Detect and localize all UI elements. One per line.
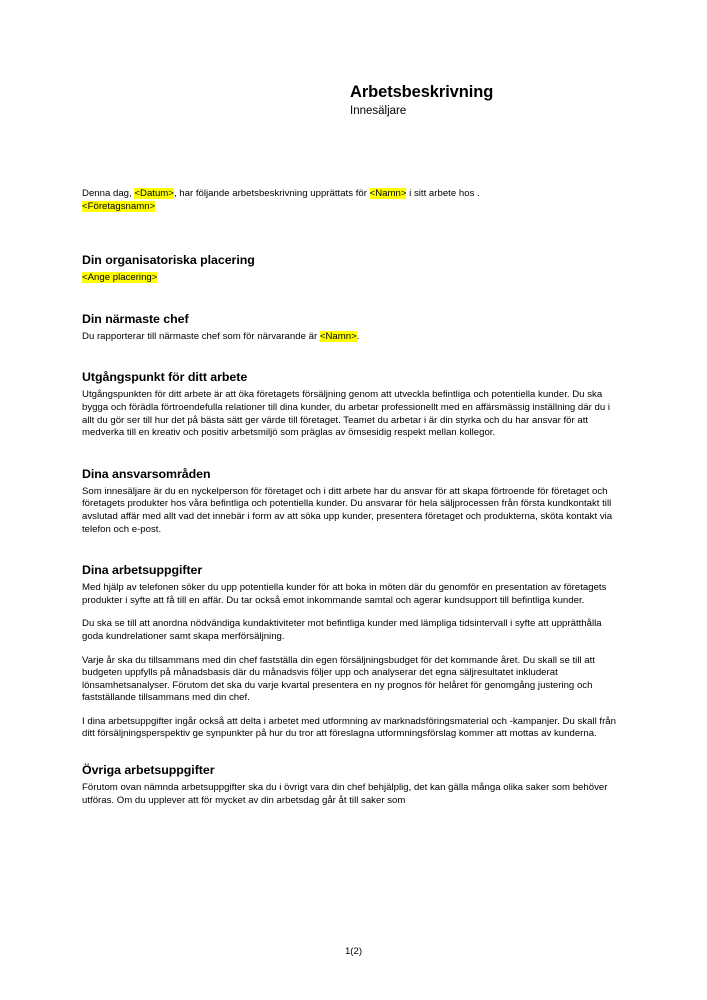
arbetsuppgifter-paragraph-3: Varje år ska du tillsammans med din chef fastställa din egen försäljningsbudget för det kommande året. Du skall se till att budgeten uppfylls på månadsbasis där du månadsvis följer upp och analyserar det egna säljresultatet inkluderat lönsamhetsanalyser. Förutom det ska du varje kvartal presentera en ny prognos för helåret för genomgång justering och fastställande tillsammans med din chef. — [82, 654, 595, 704]
intro-text-part1: Denna dag, — [82, 188, 135, 199]
section-body-utgangspunkt: Utgångspunkten för ditt arbete är att öka företagets försäljning genom att utveckla befintliga och potentiella kunder. Du ska bygga och förädla förtroendefulla relationer till dina kunder, du arbetar professionellt med en affärsmässig inställning där du i allt du gör ser till hur det på bästa sätt ger värde till företaget. Teamet du arbetar i är din styrka och du har ansvar för att medverka till en kreativ och positiv arbetsmiljö som präglas av ömsesidig respekt mellan kollegor. — [82, 389, 611, 439]
placeholder-date: <Datum> — [134, 188, 174, 199]
section-body-chef — [82, 331, 616, 344]
placeholder-chef-name: <Namn> — [319, 330, 357, 342]
spacer — [82, 213, 616, 253]
arbetsuppgifter-paragraph-1: Med hjälp av telefonen söker du upp potentiella kunder för att boka in möten där du genomför en presentation av företagets produkter i syfte att få till en affär. Du tar också emot inkommande samtal och agerar kundsupport till befintliga kunder. — [82, 582, 607, 606]
section-body-ovriga: Förutom ovan nämnda arbetsuppgifter ska du i övrigt vara din chef behjälplig, det kan gälla många olika saker som behöver utföras. Om du upplever att för mycket av din arbetsdag går åt till saker som — [82, 782, 608, 806]
section-heading-ansvarsomraden: Dina ansvarsområden — [82, 466, 211, 481]
spacer — [82, 607, 616, 618]
section-heading-placering: Din organisatoriska placering — [82, 253, 255, 268]
section-body-ansvarsomraden: Som innesäljare är du en nyckelperson för företaget och i ditt arbete har du ansvar för att skapa förtroende för företaget och företagets produkter hos våra befintliga och potentiella kunder. Du ansvarar för hela säljprocessen från första kundkontakt till avslutad affär med allt vad det innebär i form av att söka upp kunder, presentera företaget och produkterna, sköta kontakt via telefon och e-post. — [82, 485, 613, 535]
arbetsuppgifter-paragraph-4: I dina arbetsuppgifter ingår också att delta i arbetet med utformning av marknadsföringsmaterial och -kampanjer. Du skall från ditt försäljningsperspektiv ge synpunkter på hur du tror att föreslagna utformningsförslag kommer att mottas av kunderna. — [82, 715, 616, 740]
spacer — [82, 536, 616, 563]
placeholder-placering: <Ange placering> — [82, 272, 158, 284]
page-title: Arbetsbeskrivning — [350, 83, 494, 101]
spacer — [82, 440, 616, 467]
spacer — [82, 741, 616, 763]
spacer — [82, 285, 616, 312]
page-subtitle: Innesäljare — [350, 105, 407, 118]
section-heading-arbetsuppgifter: Dina arbetsuppgifter — [82, 563, 203, 578]
document-title-block — [350, 83, 680, 119]
placeholder-name: <Namn> — [369, 188, 407, 199]
intro-text-part3: i sitt arbete hos . — [406, 188, 480, 199]
spacer — [82, 705, 616, 716]
intro-text-part2: , har följande arbetsbeskrivning upprättats för — [173, 188, 370, 199]
section-body-placering — [82, 272, 616, 285]
section-heading-ovriga: Övriga arbetsuppgifter — [82, 763, 215, 778]
placeholder-company-name: <Företagsnamn> — [82, 200, 156, 212]
intro-paragraph — [82, 188, 616, 213]
spacer — [82, 343, 616, 370]
section-heading-chef: Din närmaste chef — [82, 311, 189, 326]
arbetsuppgifter-paragraph-2: Du ska se till att anordna nödvändiga kundaktiviteter mot befintliga kunder med lämpliga tidsintervall i syfte att upprätthålla goda kundrelationer samt skapa merförsäljning. — [82, 618, 602, 642]
page-footer — [0, 941, 707, 959]
document-body — [82, 188, 616, 807]
chef-text-after: . — [356, 330, 360, 342]
chef-text-before: Du rapporterar till närmaste chef som för närvarande är — [82, 330, 320, 342]
section-heading-utgangspunkt: Utgångspunkt för ditt arbete — [82, 370, 248, 385]
spacer — [82, 644, 616, 655]
page-number: 1(2) — [344, 946, 363, 957]
